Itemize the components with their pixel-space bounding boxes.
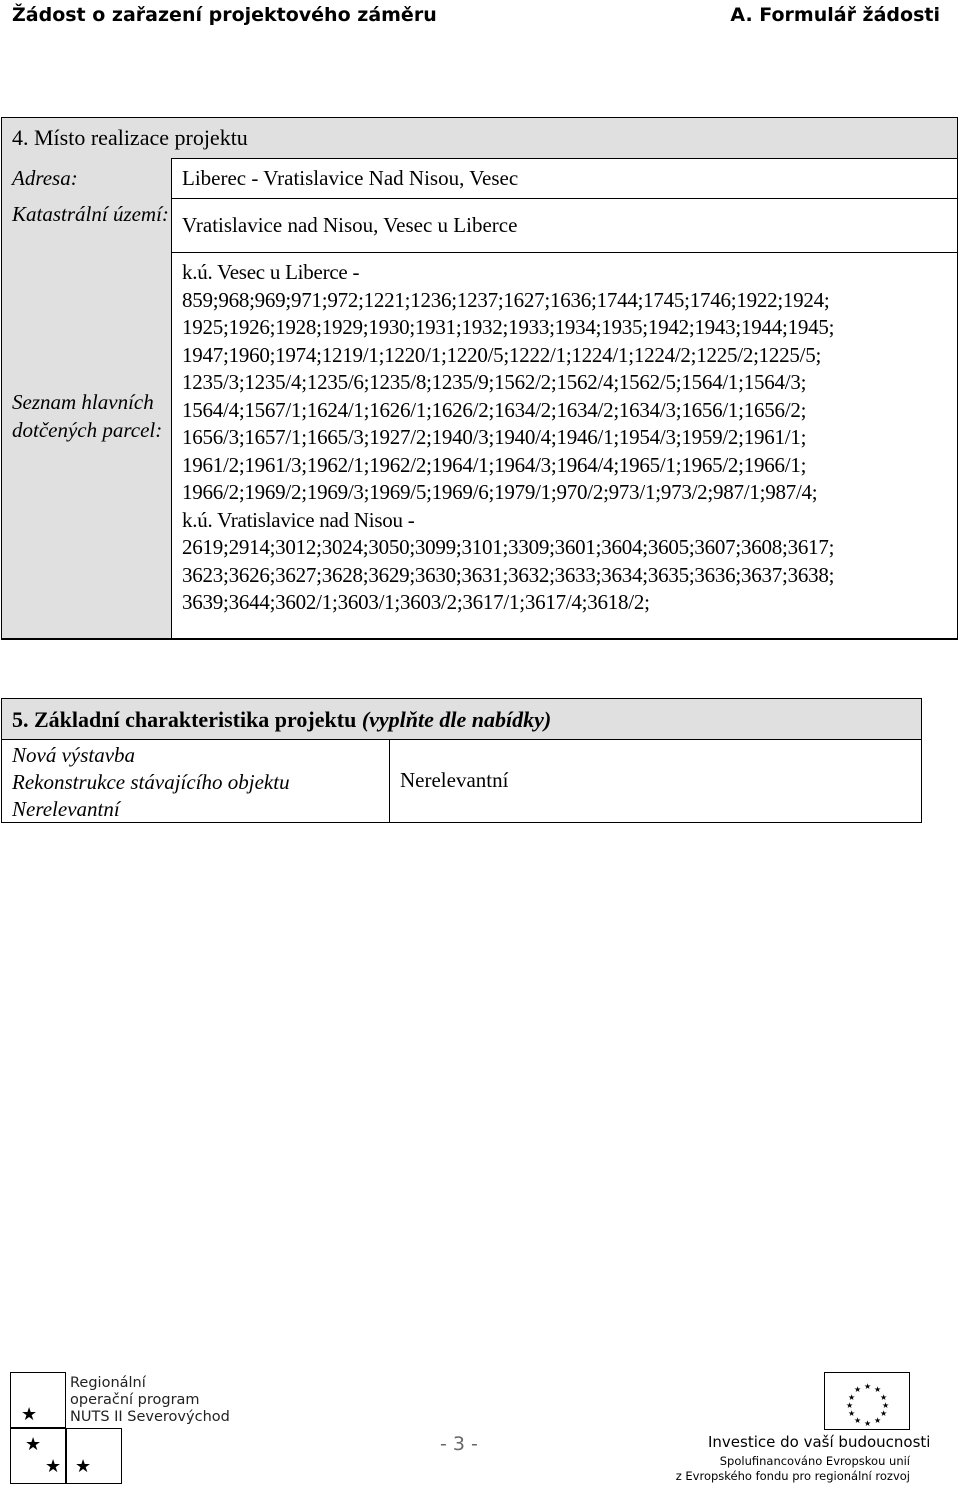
parcels-line: 1564/4;1567/1;1624/1;1626/1;1626/2;1634/2;1634/2;1634/3;1656/1;1656/2; (182, 397, 807, 422)
characteristic-options (2, 739, 390, 822)
parcels-line: 1925;1926;1928;1929;1930;1931;1932;1933;1934;1935;1942;1943;1944;1945; (182, 315, 835, 339)
option-irrelevant: Nerelevantní (12, 797, 120, 821)
section-project-location (1, 117, 958, 640)
section-title-text: 5. Základní charakteristika projektu (12, 707, 357, 732)
parcels-line: 859;968;969;971;972;1221;1236;1237;1627;1636;1744;1745;1746;1922;1924; (182, 287, 830, 312)
cadastral-value: Vratislavice nad Nisou, Vesec u Liberce (182, 213, 518, 237)
section-title (2, 699, 921, 740)
cadastral-row (2, 198, 957, 253)
address-value: Liberec - Vratislavice Nad Nisou, Vesec (182, 166, 519, 190)
parcels-line: 1961/2;1961/3;1962/1;1962/2;1964/1;1964/3;1964/4;1965/1;1965/2;1966/1; (182, 452, 807, 477)
cadastral-label: Katastrální území: (2, 198, 172, 252)
section-title: 4. Místo realizace projektu (2, 118, 957, 159)
option-reconstruction: Rekonstrukce stávajícího objektu (12, 770, 290, 794)
parcels-row (2, 252, 957, 639)
parcels-line: 1656/3;1657/1;1665/3;1927/2;1940/3;1940/4;1946/1;1954/3;1959/2;1961/1; (182, 425, 807, 449)
cofinance-text (676, 1454, 910, 1484)
eu-flag-icon: ★ ★ ★ ★ ★ ★ ★ ★ ★ ★ ★ ★ (824, 1372, 910, 1430)
section-title-note: (vyplňte dle nabídky) (361, 707, 552, 732)
parcels-label: Seznam hlavních dotčených parcel: (2, 252, 172, 638)
rop-line: NUTS II Severovýchod (70, 1409, 230, 1425)
rop-text (70, 1375, 230, 1426)
parcels-line: 2619;2914;3012;3024;3050;3099;3101;3309;3601;3604;3605;3607;3608;3617; (182, 535, 835, 559)
header-title: Žádost o zařazení projektového záměru (12, 4, 437, 26)
page-header (12, 4, 940, 34)
logo-square (10, 1428, 66, 1484)
header-form-name: A. Formulář žádosti (730, 4, 940, 26)
parcels-list (182, 259, 953, 617)
parcels-line: 3623;3626;3627;3628;3629;3630;3631;3632;3633;3634;3635;3636;3637;3638; (182, 562, 835, 587)
address-label: Adresa: (2, 158, 172, 198)
parcels-line: 3639;3644;3602/1;3603/1;3603/2;3617/1;3617/4;3618/2; (182, 590, 650, 614)
section-project-characteristics (1, 698, 922, 823)
page-number: - 3 - (440, 1433, 478, 1455)
cofinance-line: Spolufinancováno Evropskou unií (719, 1454, 910, 1468)
rop-line: Regionální (70, 1375, 146, 1391)
parcels-line: 1235/3;1235/4;1235/6;1235/8;1235/9;1562/2;1562/4;1562/5;1564/1;1564/3; (182, 370, 807, 394)
logo-square (10, 1372, 66, 1428)
selected-characteristic: Nerelevantní (400, 768, 509, 792)
logo-square (66, 1428, 122, 1484)
option-new-build: Nová výstavba (12, 743, 136, 767)
star-icon: ★ (25, 1434, 42, 1454)
address-row (2, 158, 957, 199)
parcels-line: 1966/2;1969/2;1969/3;1969/5;1969/6;1979/1;970/2;973/1;973/2;987/1;987/4; (182, 480, 818, 504)
parcels-line: k.ú. Vratislavice nad Nisou - (182, 507, 415, 532)
cofinance-line: z Evropského fondu pro regionální rozvoj (675, 1469, 910, 1483)
star-icon: ★ (45, 1456, 62, 1476)
invest-slogan: Investice do vaší budoucnosti (708, 1433, 931, 1451)
rop-line: operační program (70, 1392, 200, 1408)
star-icon: ★ (75, 1456, 92, 1476)
star-icon: ★ (21, 1404, 38, 1424)
parcels-line: 1947;1960;1974;1219/1;1220/1;1220/5;1222/1;1224/1;1224/2;1225/2;1225/5; (182, 342, 822, 367)
parcels-line: k.ú. Vesec u Liberce - (182, 260, 360, 284)
